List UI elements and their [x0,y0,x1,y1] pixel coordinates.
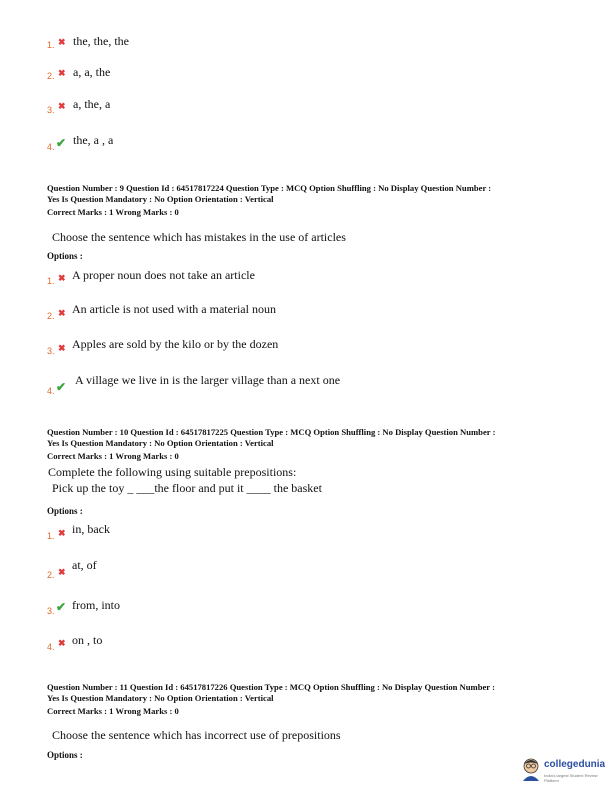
cross-icon: ✖ [58,567,66,577]
question-stem: Choose the sentence which has mistakes in the use of articles [52,230,346,244]
check-icon: ✔ [56,600,67,614]
options-label: Options : [47,506,83,516]
option-text: A proper noun does not take an article [72,268,255,282]
cross-icon: ✖ [58,343,66,353]
option-number: 4. [47,142,55,152]
option-number: 1. [47,40,55,50]
cross-icon: ✖ [58,101,66,111]
question-stem: Choose the sentence which has incorrect use of prepositions [52,728,341,742]
question-meta: Yes Is Question Mandatory : No Option Orientation : Vertical [47,693,274,703]
cross-icon: ✖ [58,308,66,318]
question-marks: Correct Marks : 1 Wrong Marks : 0 [47,207,179,217]
question-meta: Question Number : 11 Question Id : 64517817226 Question Type : MCQ Option Shuffling : No Display Question Number : [47,682,495,692]
options-label: Options : [47,251,83,261]
question-marks: Correct Marks : 1 Wrong Marks : 0 [47,706,179,716]
option-number: 4. [47,642,55,652]
option-number: 3. [47,346,55,356]
option-text: An article is not used with a material noun [72,302,276,316]
option-number: 1. [47,531,55,541]
option-text: A village we live in is the larger village than a next one [75,373,341,387]
logo-text: collegedunia [544,759,606,770]
check-icon: ✔ [56,136,67,150]
question-stem: Pick up the toy _ ___the floor and put it ____ the basket [52,481,322,495]
option-text: a, a, the [73,65,111,79]
check-icon: ✔ [56,380,67,394]
cross-icon: ✖ [58,638,66,648]
option-text: the, a , a [73,133,114,147]
option-number: 3. [47,105,55,115]
cross-icon: ✖ [58,37,66,47]
cross-icon: ✖ [58,273,66,283]
mascot-icon [520,757,542,781]
logo-tagline: India's largest Student Review Platform [544,773,598,783]
option-text: from, into [72,598,120,612]
option-text: in, back [72,522,110,536]
options-label: Options : [47,750,83,760]
option-number: 2. [47,71,55,81]
option-text: the, the, the [73,34,129,48]
option-text: on , to [72,633,103,647]
option-number: 3. [47,606,55,616]
question-stem: Complete the following using suitable prepositions: [48,465,297,479]
question-meta: Question Number : 10 Question Id : 64517817225 Question Type : MCQ Option Shuffling : No Display Question Number : [47,427,496,437]
option-number: 4. [47,386,55,396]
question-marks: Correct Marks : 1 Wrong Marks : 0 [47,451,179,461]
option-number: 2. [47,570,55,580]
option-text: a, the, a [73,97,111,111]
question-meta: Yes Is Question Mandatory : No Option Orientation : Vertical [47,194,274,204]
option-text: Apples are sold by the kilo or by the dozen [72,337,279,351]
collegedunia-logo [520,755,610,785]
cross-icon: ✖ [58,528,66,538]
cross-icon: ✖ [58,68,66,78]
option-number: 1. [47,276,55,286]
option-number: 2. [47,311,55,321]
question-meta: Yes Is Question Mandatory : No Option Orientation : Vertical [47,438,274,448]
question-meta: Question Number : 9 Question Id : 64517817224 Question Type : MCQ Option Shuffling : No Display Question Number : [47,183,492,193]
option-text: at, of [72,558,97,572]
